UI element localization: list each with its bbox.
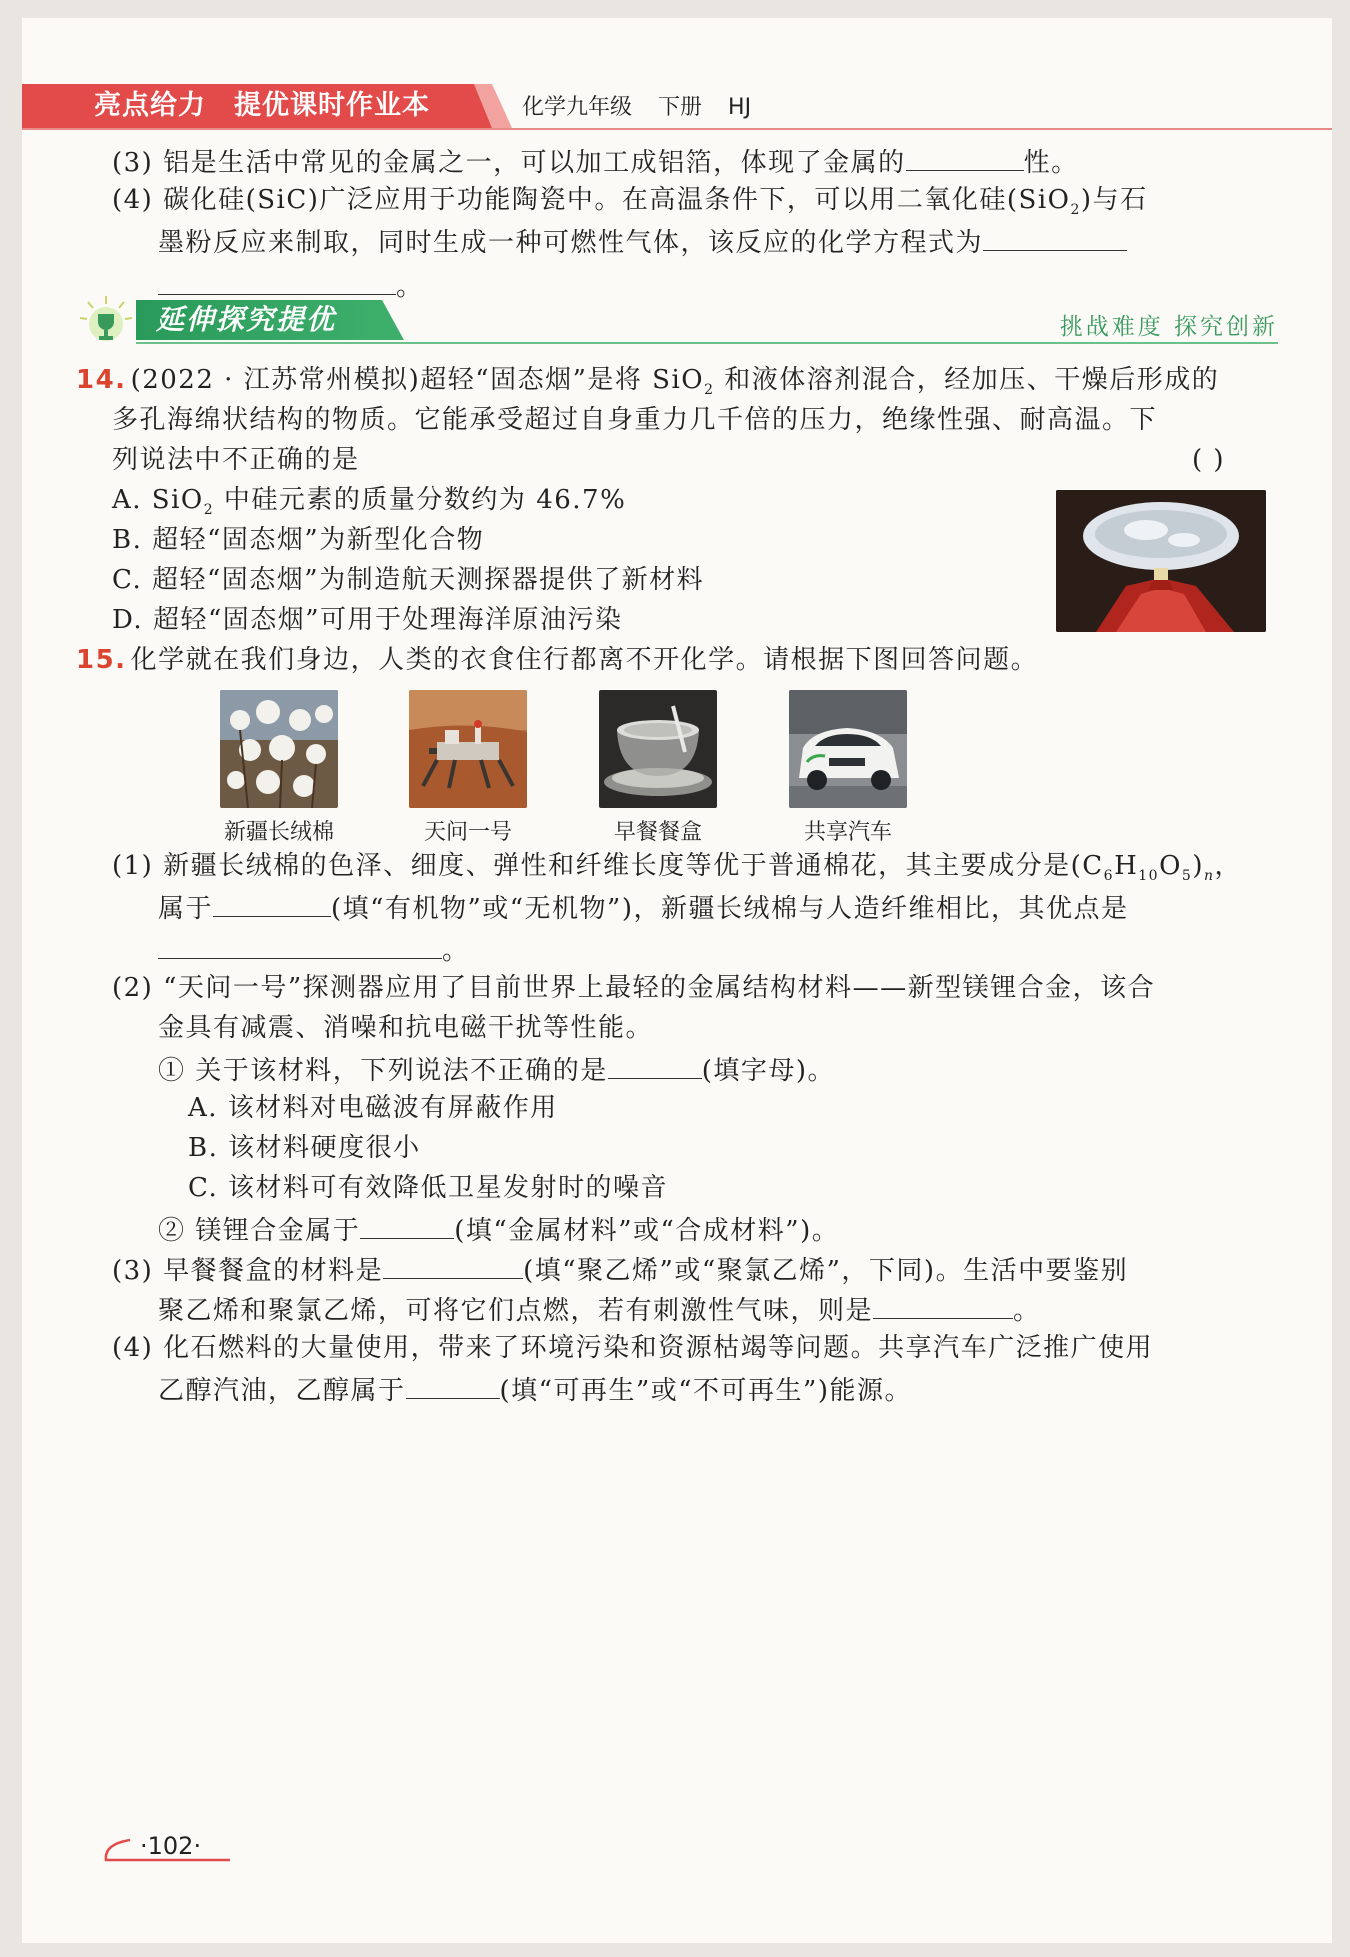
q13-part4-line1: [112, 180, 1148, 220]
header-info: [522, 90, 777, 126]
q15-part2-sub1-text: ① 关于该材料，下列说法不正确的是: [158, 1056, 608, 1086]
q14-text: (2022 · 江苏常州模拟)超轻“固态烟”是将 SiO: [130, 365, 705, 395]
mars-rover-illustration: [409, 690, 527, 808]
q15-part2-option-a: A. 该材料对电磁波有屏蔽作用: [188, 1093, 558, 1123]
q15-part2-line2: 金具有减震、消噪和抗电磁干扰等性能。: [158, 1013, 654, 1043]
q15-part2-option-c: C. 该材料可有效降低卫星发射时的噪音: [188, 1173, 668, 1203]
q14-line2: 多孔海绵状结构的物质。它能承受超过自身重力几千倍的压力，绝缘性强、耐高温。下: [112, 405, 1158, 435]
q15-part2-option-b: B. 该材料硬度很小: [188, 1133, 421, 1163]
answer-bracket[interactable]: ( ): [1192, 445, 1226, 475]
lunchbox-photo: [599, 690, 717, 808]
answer-blank[interactable]: [906, 140, 1024, 171]
answer-blank[interactable]: [383, 1248, 523, 1279]
q15-part4-line1: (4) 化石燃料的大量使用，带来了环境污染和资源枯竭等问题。共享汽车广泛推广使用: [112, 1333, 1154, 1363]
q15-part2-sub1-end: (填字母)。: [701, 1056, 836, 1086]
q15-part2-sub2-text: ② 镁锂合金属于: [158, 1216, 361, 1246]
q13-part4-text2: 墨粉反应来制取，同时生成一种可燃性气体，该反应的化学方程式为: [158, 228, 984, 258]
tianwen-photo: [409, 690, 527, 808]
q15-part2-sub1: [158, 1048, 835, 1088]
q15-period: 。: [1013, 1296, 1041, 1326]
image-caption-car: 共享汽车: [803, 820, 892, 845]
subscript: 10: [1138, 868, 1160, 885]
q14-option-b: B. 超轻“固态烟”为新型化合物: [112, 525, 485, 555]
subject-label: 化学九年级: [522, 95, 633, 120]
answer-blank[interactable]: [873, 1288, 1013, 1319]
formula-paren: ): [1192, 851, 1204, 881]
q13-part4-text-end: )与石: [1080, 185, 1148, 215]
q15-part1-line1: [112, 846, 1242, 886]
q14-option-d: D. 超轻“固态烟”可用于处理海洋原油污染: [112, 605, 623, 635]
answer-blank[interactable]: [983, 220, 1127, 251]
section-title: 延伸探究提优: [156, 303, 337, 336]
brand-series: 提优课时作业本: [234, 90, 430, 121]
q15-part3-text3: 聚乙烯和聚氯乙烯，可将它们点燃，若有刺激性气味，则是: [158, 1296, 874, 1326]
q15-intro: [76, 640, 1038, 680]
answer-blank[interactable]: [158, 928, 442, 959]
q15-part3-line2: [158, 1288, 1041, 1328]
q13-period: 。: [396, 272, 424, 302]
q15-part2-sub2: [158, 1208, 839, 1248]
image-caption-lunchbox: 早餐餐盒: [613, 820, 702, 845]
section-tagline: 挑战难度 探究创新: [1059, 314, 1278, 340]
answer-blank[interactable]: [213, 886, 331, 917]
page-number: ·102·: [140, 1832, 202, 1860]
q15-part2-line1: (2) “天问一号”探测器应用了目前世界上最轻的金属结构材料——新型镁锂合金，该合: [112, 973, 1156, 1003]
image-caption-cotton: 新疆长绒棉: [223, 820, 334, 845]
subscript: 6: [1103, 868, 1115, 885]
answer-blank[interactable]: [360, 1208, 454, 1239]
subscript: 2: [704, 382, 715, 399]
q15-intro-text: 化学就在我们身边，人类的衣食住行都离不开化学。请根据下图回答问题。: [130, 645, 1039, 675]
q15-part4-text: 乙醇汽油，乙醇属于: [158, 1376, 406, 1406]
volume-label: 下册: [658, 95, 703, 120]
subscript: 2: [203, 502, 215, 519]
formula-o: O: [1159, 851, 1182, 881]
q15-part1-text3: (填“有机物”或“无机物”)，新疆长绒棉与人造纤维相比，其优点是: [331, 894, 1129, 924]
answer-blank[interactable]: [608, 1048, 702, 1079]
q13-part4-text: (4) 碳化硅(SiC)广泛应用于功能陶瓷中。在高温条件下，可以用二氧化硅(SiO: [112, 185, 1071, 215]
question-number: 14.: [76, 365, 127, 395]
answer-blank[interactable]: [406, 1368, 500, 1399]
q15-part1-line3: [158, 928, 470, 968]
q13-part3-end: 性。: [1023, 148, 1079, 178]
subscript: 2: [1070, 202, 1081, 219]
formula-comma: ，: [1214, 851, 1243, 881]
q15-part3-line1: [112, 1248, 1128, 1288]
aerogel-photo: [1056, 490, 1266, 632]
q15-part1-text: (1) 新疆长绒棉的色泽、细度、弹性和纤维长度等优于普通棉花，其主要成分是(C: [112, 851, 1104, 881]
q15-part4-line2: [158, 1368, 912, 1408]
q15-part4-text2: (填“可再生”或“不可再生”)能源。: [499, 1376, 912, 1406]
option-a-text: A. SiO: [112, 485, 204, 515]
image-caption-tianwen: 天问一号: [423, 820, 512, 845]
formula-h: H: [1114, 851, 1139, 881]
question-number: 15.: [76, 645, 127, 675]
q13-part4-line2: [158, 220, 1127, 260]
header-brand: [94, 88, 458, 124]
q13-part3-text: (3) 铝是生活中常见的金属之一，可以加工成铝箔，体现了金属的: [112, 148, 906, 178]
workbook-page: [22, 18, 1332, 1943]
clear-bowl-illustration: [599, 690, 717, 808]
header-rule: [22, 128, 1332, 130]
option-a-text-end: 中硅元素的质量分数约为 46.7%: [214, 485, 627, 515]
electric-car-illustration: [789, 690, 907, 808]
q15-part2-sub2-end: (填“金属材料”或“合成材料”)。: [454, 1216, 840, 1246]
edition-label: HJ: [728, 95, 752, 120]
brand-name: 亮点给力: [94, 90, 206, 121]
q14-line3: 列说法中不正确的是: [112, 445, 360, 475]
q13-part3: [112, 140, 1079, 180]
q14-line1: [76, 360, 1219, 400]
page-header: [22, 84, 1332, 144]
car-photo: [789, 690, 907, 808]
q15-period: 。: [442, 936, 470, 966]
cotton-photo: [220, 690, 338, 808]
answer-blank[interactable]: [158, 264, 396, 295]
q14-option-a: [112, 480, 626, 520]
trophy-icon: [78, 294, 134, 350]
q15-part3-text2: (填“聚乙烯”或“聚氯乙烯”，下同)。生活中要鉴别: [523, 1256, 1129, 1286]
subscript: 5: [1181, 868, 1193, 885]
q15-part3-text: (3) 早餐餐盒的材料是: [112, 1256, 384, 1286]
subscript-n: n: [1203, 868, 1215, 885]
q15-part1-line2: [158, 886, 1128, 926]
aerogel-illustration: [1056, 490, 1266, 632]
q14-option-c: C. 超轻“固态烟”为制造航天测探器提供了新材料: [112, 565, 705, 595]
cotton-illustration: [220, 690, 338, 808]
q15-part1-text2: 属于: [158, 894, 214, 924]
q14-text-end: 和液体溶剂混合，经加压、干燥后形成的: [714, 365, 1220, 395]
section-banner: [78, 294, 1278, 350]
section-rule: [136, 342, 1278, 344]
